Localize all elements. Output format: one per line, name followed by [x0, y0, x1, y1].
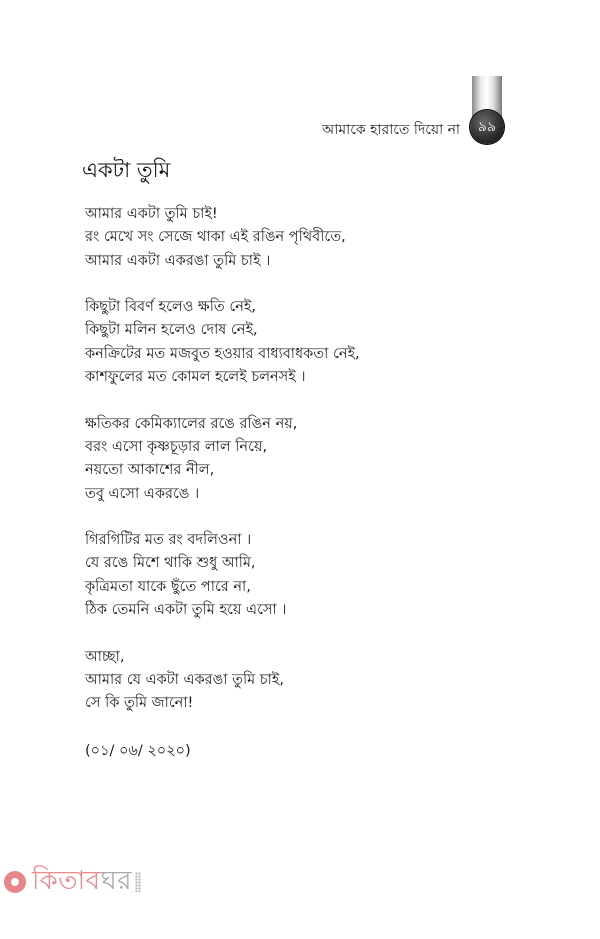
stanza: [85, 413, 360, 506]
poem-line: কিছুটা মলিন হলেও দোষ নেই,: [85, 322, 258, 339]
stanza: [85, 203, 360, 273]
watermark-brand-suffix: ঘর: [100, 866, 133, 896]
poem-line: কনক্রিটের মত মজবুত হওয়ার বাধ্যবাধকতা নেই,: [85, 345, 360, 362]
poem-line: আমার একটা একরঙা তুমি চাই ।: [85, 252, 271, 269]
poem-line: কাশফুলের মত কোমল হলেই চলনসই ।: [85, 369, 306, 386]
poem-line: নয়তো আকাশের নীল,: [85, 462, 215, 479]
dots-icon: [135, 872, 141, 892]
poem-line: আচ্ছা,: [85, 648, 125, 665]
watermark-text: [32, 860, 132, 904]
poem-line: যে রঙে মিশে থাকি শুধু আমি,: [85, 555, 256, 572]
poem-line: ঠিক তেমনি একটা তুমি হয়ে এসো ।: [85, 602, 287, 619]
stanza: [85, 529, 360, 622]
poem-line: আমার একটা তুমি চাই!: [85, 206, 218, 222]
poem-line: বরং এসো কৃষ্ণচূড়ার লাল নিয়ে,: [85, 438, 268, 455]
poem-line: সে কি তুমি জানো!: [85, 695, 194, 712]
poem-line: তবু এসো একরঙে ।: [85, 485, 200, 502]
stanza: [85, 296, 360, 389]
watermark-logo: [4, 862, 141, 902]
poem-date: (০১/ ০৬/ ২০২০): [85, 743, 191, 759]
poem-line: কৃত্রিমতা যাকে ছুঁতে পারে না,: [85, 578, 251, 595]
running-header: আমাকে হারাতে দিয়ো না: [322, 122, 460, 138]
stanza: [85, 646, 360, 716]
poem-line: ক্ষতিকর কেমিক্যালের রঙে রঙিন নয়,: [85, 415, 298, 432]
poem-line: গিরগিটির মত রং বদলিওনা ।: [85, 532, 252, 549]
poem-line: কিছুটা বিবর্ণ হলেও ক্ষতি নেই,: [85, 299, 257, 316]
logo-circle-icon: [4, 871, 26, 893]
watermark-brand: কিতাব: [32, 866, 101, 896]
page-number: ৯৯: [470, 110, 504, 144]
poem-title: একটা তুমি: [82, 158, 171, 182]
poem-line: আমার যে একটা একরঙা তুমি চাই,: [85, 671, 284, 688]
poem-line: রং মেখে সং সেজে থাকা এই রঙিন পৃথিবীতে,: [85, 229, 346, 246]
poem-body: [85, 203, 360, 739]
